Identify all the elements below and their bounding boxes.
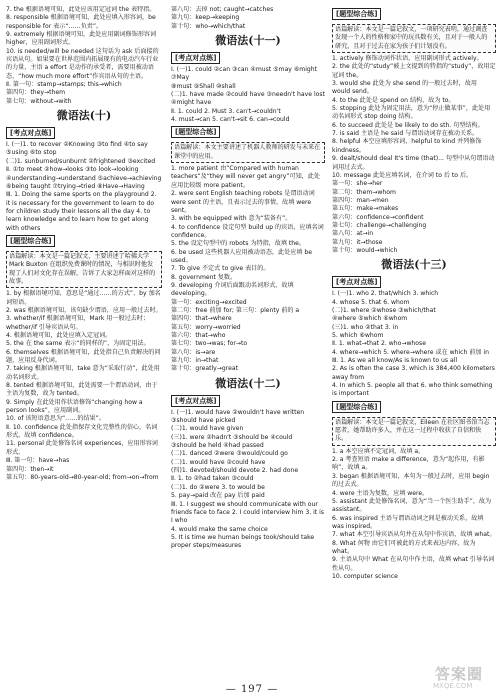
answer-line: 6. be used 这些机器人应用被动语态，此处应填 be used。 [171, 248, 312, 264]
answer-line: 第八句：is→are [171, 348, 216, 356]
passage-note-box: 语篇解读：本文是一篇记叙文，Eileen 在社区图书馆当志愿者，她帮助许多人，并在这一过程中收获了自信和快乐。 [332, 417, 496, 446]
answer-line: 第一句：exciting→excited [171, 298, 247, 306]
passage-note-box: 语篇解读：本文主要讲述了机器人教师的研发与未来在课堂中的应用。 [171, 142, 325, 163]
subsection-label: [题型综合练] [332, 8, 381, 20]
answer-line: ⑧must ⑨Shall ⑩shall [171, 82, 236, 90]
answer-line: 4. must→can 5. can't→sit 6. can→could [171, 116, 290, 124]
answer-line: Ⅱ. 1. what→that 2. who→whose [332, 340, 426, 348]
answer-line: 4. 根据语境可知，此处应填入定冠词。 [6, 332, 112, 339]
answer-line: 第一句：she→her [332, 180, 383, 188]
answer-line: (二)1. where ②whose ③which/that [332, 306, 436, 314]
passage-note-box: 语篇解读：本文是一篇记叙文，一项研究表明，通过调查发现一个人的性格和家中的玩具数有关，且对于一般人的研究，且对于过去在家为孩子们计划没有。 [332, 24, 496, 53]
answer-line: (三)1. were ②hadn't ③should be ④could [171, 433, 293, 441]
subsection-label: [题型综合练] [332, 401, 381, 413]
answer-line: 9. developing 介词后面跟动名词形式，故填 developing。 [171, 281, 294, 298]
answer-line: Ⅱ. ①to meet ②how→looks ③to look→looking ④understanding→understand ⑤achieve→achieving ⑥being taught ⑦trying→tried ⑧Have→Having [6, 166, 162, 190]
section-heading: 微语法(十二) [215, 376, 281, 390]
answer-line: (二)1. danced ②were ③would/could go [171, 450, 288, 458]
answer-line: 第二句：free 前加 for; 第三句：plenty 前的 a [171, 306, 300, 314]
answer-line: 6. to succeed 此处是 be likely to do sth. 句型结构。 [332, 121, 484, 129]
answer-line: 第四句：that→where [171, 315, 232, 323]
watermark-url: MXQE.COM [433, 682, 473, 690]
answer-line: Ⅲ. 1. As we all know/As is known to us all [332, 357, 458, 365]
answer-line: 9. Simply 在此处用作状语修饰“changing how a person looks”，应用副词。 [6, 398, 143, 415]
subsection-label: [题型综合练] [6, 235, 55, 247]
answer-line: 第五句：80-years-old→80-year-old; from→on→from [6, 473, 159, 481]
answer-line: (二)1. would have given [171, 425, 244, 433]
answer-line: 第七句：without→with [6, 97, 72, 105]
answer-column-middle [171, 6, 325, 678]
answer-line: 5. the 在 the same 表示“的同样的”，为固定用法。 [6, 340, 150, 348]
answer-line: Ⅲ. 1. I suggest we should communicate with our friends face to face 2. I could interview him 3. it is I who [171, 500, 324, 525]
answer-line: Ⅰ. (一)1. would have ②wouldn't have written ③should have picked [171, 408, 305, 425]
answer-line: (二)1. have made ②could have ③needn't have lost ④might have [171, 91, 325, 107]
answer-line: 5. pay→paid 改在 pay 后加 paid [171, 492, 265, 500]
answer-line: Ⅱ. 10. confidence 此处指保存文化完整性的信心，名词形式。故填 confidence。 [6, 423, 158, 440]
subsection-label: [考点对点练] [332, 276, 381, 288]
answer-line: 第九句：in→that [171, 357, 219, 365]
answer-line: 10. message 此处应填名词，在介词 to 后 to 后。 [332, 171, 473, 179]
section-heading: 微语法(十一) [215, 34, 281, 48]
answer-line: (二)1. sunburned/sunburnt ②frightened ③excited [6, 157, 156, 165]
answer-line: 第七句：two→was; for→to [171, 340, 248, 348]
answer-line: (二)1. do ②were 3. to would be [171, 483, 265, 491]
answer-line: 第六句：confidence→confident [332, 213, 424, 221]
passage-note-box: 语篇解读：本文是一篇记叙文，主要讲述了哈佛大学 Mark Buxton 在组织免费课时的情况，与相识时他发现了人们对文化存在误解，告诉了大家怎样面对这样的故事。 [6, 251, 162, 288]
subsection-label: [考点对点练] [171, 395, 220, 407]
answer-line: 第四句：they→them [6, 89, 66, 97]
answer-column-right [332, 6, 496, 678]
watermark-logo [431, 661, 497, 695]
answer-line: 第六句：that→who [171, 332, 226, 339]
answer-line: Ⅰ. (一)1. to recover ②Knowing ③to find ④to say ⑤using ⑥to stop [6, 141, 148, 157]
answer-line: 第十句：who→which/that [171, 22, 246, 30]
answer-line: 第二句：them→whom [332, 188, 396, 196]
answer-line: Ⅱ. 1. to ②had taken ③could [171, 475, 254, 483]
answer-line: 9. 主语从句中 What 在从句中作主语，故填 what 引导名词性从句。 [332, 556, 495, 572]
answer-line: 3. whether/if 根据语境可知，Mark 用一般过去时；whether/if 引导宾语从句。 [6, 315, 149, 331]
answer-line: 4. whose 5. that 6. whom [332, 298, 410, 306]
answer-line: 9. dealt/should deal It's time (that)... 句型中从句谓语动词用过去式。 [332, 155, 495, 171]
page-number: — 197 — [225, 684, 279, 695]
answer-line: 第五句：worry→worried [171, 323, 241, 331]
answer-line: 第八句：去掉 not; caught→catches [171, 6, 274, 13]
answer-line: 7. what 本空引导宾语从句并在从句中作宾语，故填 what。 [332, 531, 496, 539]
answer-line: 4. where→which 5. where→where 或在 which 前加 in [332, 348, 489, 356]
subsection-label: [题型综合练] [171, 126, 220, 138]
subsection-label: [考点对点练] [171, 52, 220, 64]
answer-line: 5. assistant 此处修饰名词，意为“当一个医生助手”，故为 assistant。 [332, 497, 492, 514]
answer-line: 8. tented 根据语境可知，此处需要一个谓语动词，由于主语为复数，故为 tented。 [6, 382, 158, 398]
answer-line: 8. government 复数。 [171, 273, 237, 281]
answer-line: 6. was inspired 主语与谓语动词之间是被动关系，故填 was inspired。 [332, 514, 484, 530]
answer-line: 4. to confidence 设定句型 build up 的宾语，应填名词 confidence。 [171, 223, 324, 239]
answer-line: 2. the 此处的“study”被上文提到的特指的“study”，故用定冠词 the。 [332, 63, 496, 79]
answer-line: 3. would she 此处为 she send 的一般过去时，故用 would send。 [332, 80, 477, 96]
answer-line: 4. to the 此处是 spend on 结构，故为 to。 [332, 96, 455, 104]
subsection-label: [考点对点练] [6, 127, 55, 139]
answer-line: 3. with be equipped with 意为“装备有”。 [171, 215, 292, 223]
answer-line: 4. would make the same choice [171, 525, 268, 533]
answer-line: (三)1. who ②that 3. in [332, 323, 399, 331]
section-heading: 微语法(十) [56, 109, 112, 123]
answer-line: 10. computer science [332, 572, 398, 580]
answer-line: 7. is said 主语是 he said 与谓语动词存在被动关系。 [332, 130, 479, 138]
answer-line: 7. taking 根据语境可知，take 意为“采取行动”，此处用动名词形式。 [6, 365, 160, 381]
answer-line: 5. the 设定句型中的 robots 为特指，故填 the。 [171, 240, 305, 248]
answer-line: 第十句：would→which [332, 246, 398, 254]
answer-line: 9. extremely 根据语境可知，此处应用副词修饰形容词 higher，应用副词形式。 [6, 31, 157, 47]
answer-line: Ⅱ. 第一句：stamp→stamps; this→which [6, 81, 122, 89]
answer-line: 5. stopping 此处为固定用法，意为“停止做某事”，此处用动名词形式 stop doing 结构。 [332, 105, 491, 121]
answer-line: 2. a 考查短语 make a difference，意为“起作用，有影响”，故填 a。 [332, 456, 485, 472]
answer-line: (二)1. would have ②could have [171, 458, 266, 466]
answer-line: 10. of 该短语意思为“……的结果”。 [6, 415, 105, 423]
answer-line: (四)1. devoted/should devote 2. had done [171, 467, 299, 475]
answer-line: Ⅲ. 第一句：have→has [6, 457, 70, 465]
answer-line: 第九句：it→those [332, 238, 383, 246]
answer-line: 1. by 根据语境可知，意思是“通过……的方式”，by 加名词短语。 [6, 290, 161, 306]
answer-line: 第八句：at→in [332, 230, 374, 238]
answer-column-left [6, 6, 162, 678]
answer-line: 1. actively 修饰动词作状语，应用副词形式 actively。 [332, 55, 483, 63]
answer-line: 8. What 何物 由它们可被此的方式来表达内容，故为 what。 [332, 539, 476, 555]
answer-line: 2. were sent English teaching robots 是谓语动词 were sent 的主语，且表示过去的事情，故填 were sent。 [171, 190, 315, 214]
answer-line: 1. a 本空应填不定冠词，故填 a。 [332, 447, 425, 455]
answer-line: 第七句：challenge→challenging [332, 221, 427, 229]
answer-line: Ⅰ. (一)1. who 2. that/which 3. which [332, 290, 439, 298]
answer-line: 第四句：then→it [6, 465, 54, 473]
watermark-text: 答案圈 [435, 665, 484, 683]
section-heading: 微语法(十三) [381, 258, 447, 272]
answer-line: ④where ⑤which ⑥whom [332, 315, 408, 323]
answer-line: 第四句：man→men [332, 196, 389, 204]
answer-line: Ⅰ. (一)1. could ②can ③can ④must ⑤may ⑥might ⑦May [171, 66, 318, 82]
answer-line: ③should be held ④had passed [171, 442, 264, 450]
answer-line: Ⅱ. 1. could 2. Must 3. can't→couldn't [171, 107, 281, 115]
answer-line: 第十句：greatly→great [171, 365, 239, 373]
answer-line: 4. In which 5. people all that 6. who think something is important [332, 382, 493, 398]
answer-line: 6. themselves 根据语境可知，此处指自己负责解决的问题，应用反身代词。 [6, 348, 161, 365]
answer-line: 5. It is time we human beings took/should take proper steps/measures [171, 533, 315, 550]
answer-line: 1. more patient 由“Compared with human teachers”及“they will never get angry”可知，此处应用比较级 more patient。 [171, 165, 321, 189]
answer-line: 10. is needed/will be needed 这句话为 ask 后面接的宾语从句。如果要在世界范围内拓展现有的电动汽车行业的力量，主语 a effort 是动作的承受者，需要用被动语态，“how much more effort”作宾语从句的主语。 [6, 47, 159, 80]
answer-line: 4. were 主语为复数，应填 were。 [332, 489, 429, 497]
answer-line: 2. As is often the case 3. which is 384,400 kilometers away from [332, 365, 495, 381]
answer-line: 7. the 根据语境可知，此处应该用定冠词 the 表特指。 [6, 6, 156, 13]
answer-line: 8. helpful 本空应填形容词，helpful to kind 并列修饰 kindness。 [332, 138, 482, 154]
answer-line: 7. To give 不定式 to give 表目的。 [171, 265, 270, 273]
answer-line: 第九句：keep→keeping [171, 14, 240, 22]
answer-line: 8. responsible 根据语境可知，此处应填入形容词，be responsible for 表示“……负责”。 [6, 14, 156, 30]
answer-line: 2. was 根据语境可知，该句缺少谓语，应用一般过去时。 [6, 306, 162, 314]
answer-line: 第五句：make→makes [332, 205, 399, 213]
answer-line: 3. began 根据语境可知，本句为一般过去时，应用 begin 的过去式。 [332, 472, 490, 489]
answer-line: 5. which ⑥whom [332, 332, 384, 339]
answer-line: 11. personal 此处修饰名词 experiences，应用形容词形式。 [6, 440, 158, 456]
answer-line: Ⅲ. 1. Doing the same sports on the playground 2. it is necessary for the government to learn to do for children study their lessons all the day 4. to learn knowledge and to learn how to get along with others [6, 191, 157, 232]
